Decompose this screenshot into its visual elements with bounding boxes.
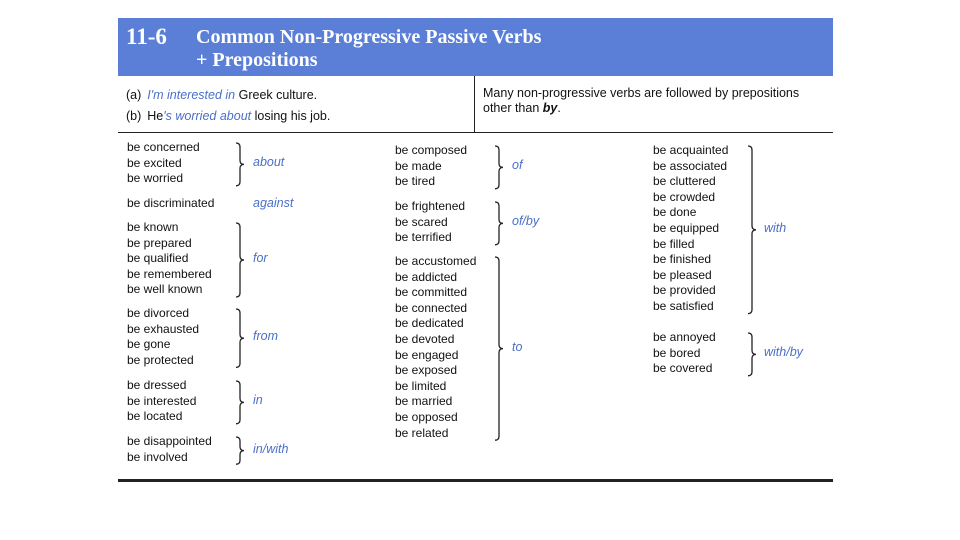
example-b-prep: about [219,109,252,123]
verb-item: be connected [395,300,468,315]
preposition-label: for [253,251,268,265]
preposition-label: in [253,393,263,408]
chart-header [118,18,833,76]
verb-item: be married [395,394,453,409]
verb-item: be pleased [653,267,712,282]
verb-item: be composed [395,143,468,157]
brace-icon [493,145,505,190]
example-b-verb: 's worried [163,109,220,123]
verb-item: be known [127,220,179,234]
verb-item: be dedicated [395,316,464,331]
brace-icon [493,201,505,246]
verb-item: be accustomed [395,254,477,268]
verb-list [127,434,212,465]
verb-item: be associated [653,158,728,173]
verb-list [127,220,212,298]
verb-item: be devoted [395,331,455,346]
verb-list [395,143,467,190]
preposition-label: in/with [253,441,289,456]
brace-icon [234,142,246,187]
verb-item: be satisfied [653,298,714,313]
verb-item: be finished [653,252,712,267]
verb-item: be committed [395,285,468,300]
example-a [126,88,317,102]
preposition-label: from [253,329,278,344]
verb-list [127,140,200,187]
example-a-mark: (a) [126,88,142,102]
chart-bottom-rule [118,479,833,482]
chart-number: 11-6 [126,24,167,49]
verb-list [395,254,476,441]
verb-item: be terrified [395,230,452,245]
verb-item: be discriminated [127,196,215,210]
preposition-label: with/by [764,345,803,360]
example-a-verb: I'm interested [147,88,226,102]
verb-item: be interested [127,393,197,408]
verb-item: be crowded [653,189,716,204]
chart-title-line1: Common Non-Progressive Passive Verbs [196,26,542,48]
brace-icon [234,222,246,298]
preposition-label: against [253,195,294,210]
note-text: Many non-progressive verbs are followed by prepositions other than [483,86,800,115]
verb-item: be protected [127,352,194,367]
example-b [126,109,330,123]
verb-list [127,306,199,368]
explanation-note [483,86,828,116]
verb-list [127,378,196,425]
preposition-label: with [764,220,787,235]
example-a-prep: in [225,88,236,102]
verb-item: be divorced [127,306,190,320]
verb-item: be tired [395,174,436,189]
verb-list [395,199,465,246]
example-b-rest: losing his job. [251,109,331,123]
verb-item: be located [127,409,183,424]
example-a-rest: Greek culture. [235,88,318,102]
verb-list [653,143,728,315]
verb-item: be covered [653,361,713,376]
chart-title [196,26,796,72]
chart-title-line2: + Prepositions [196,49,318,71]
verb-item: be scared [395,214,448,229]
verb-item: be excited [127,155,182,170]
verb-item: be remembered [127,266,212,281]
verb-item: be annoyed [653,330,716,344]
preposition-label: of [512,158,523,173]
verb-item: be concerned [127,140,200,154]
preposition-label: about [253,155,285,170]
preposition-label: of/by [512,214,540,229]
verb-item: be made [395,158,442,173]
preposition-label: to [512,339,523,354]
verb-item: be opposed [395,409,458,424]
brace-icon [234,436,246,465]
verb-item: be exposed [395,363,458,378]
verb-item: be done [653,205,697,220]
verb-item: be limited [395,378,447,393]
verb-list [127,196,214,212]
brace-icon [746,332,758,377]
verb-item: be equipped [653,220,720,235]
verb-item: be gone [127,337,171,352]
verb-item: be involved [127,449,188,464]
brace-icon [234,380,246,425]
example-b-mark: (b) [126,109,142,123]
verb-item: be exhausted [127,321,200,336]
verb-item: be qualified [127,251,189,266]
note-bold: by [542,101,558,115]
verb-item: be cluttered [653,174,716,189]
brace-icon [234,308,246,368]
verb-item: be acquainted [653,143,729,157]
verb-item: be worried [127,171,184,186]
verb-item: be prepared [127,235,192,250]
examples-divider [474,76,475,132]
brace-icon [746,145,758,315]
verb-item: be provided [653,283,716,298]
verb-item: be addicted [395,269,458,284]
verb-item: be engaged [395,347,459,362]
verb-item: be frightened [395,199,466,213]
verb-list [653,330,716,377]
verb-item: be related [395,425,449,440]
verb-item: be filled [653,236,695,251]
example-b-subject: He [147,109,164,123]
verb-item: be well known [127,282,203,297]
verb-item: be bored [653,345,701,360]
brace-icon [493,256,505,441]
note-end: . [557,101,561,115]
verb-item: be disappointed [127,434,212,448]
verb-item: be dressed [127,378,187,392]
